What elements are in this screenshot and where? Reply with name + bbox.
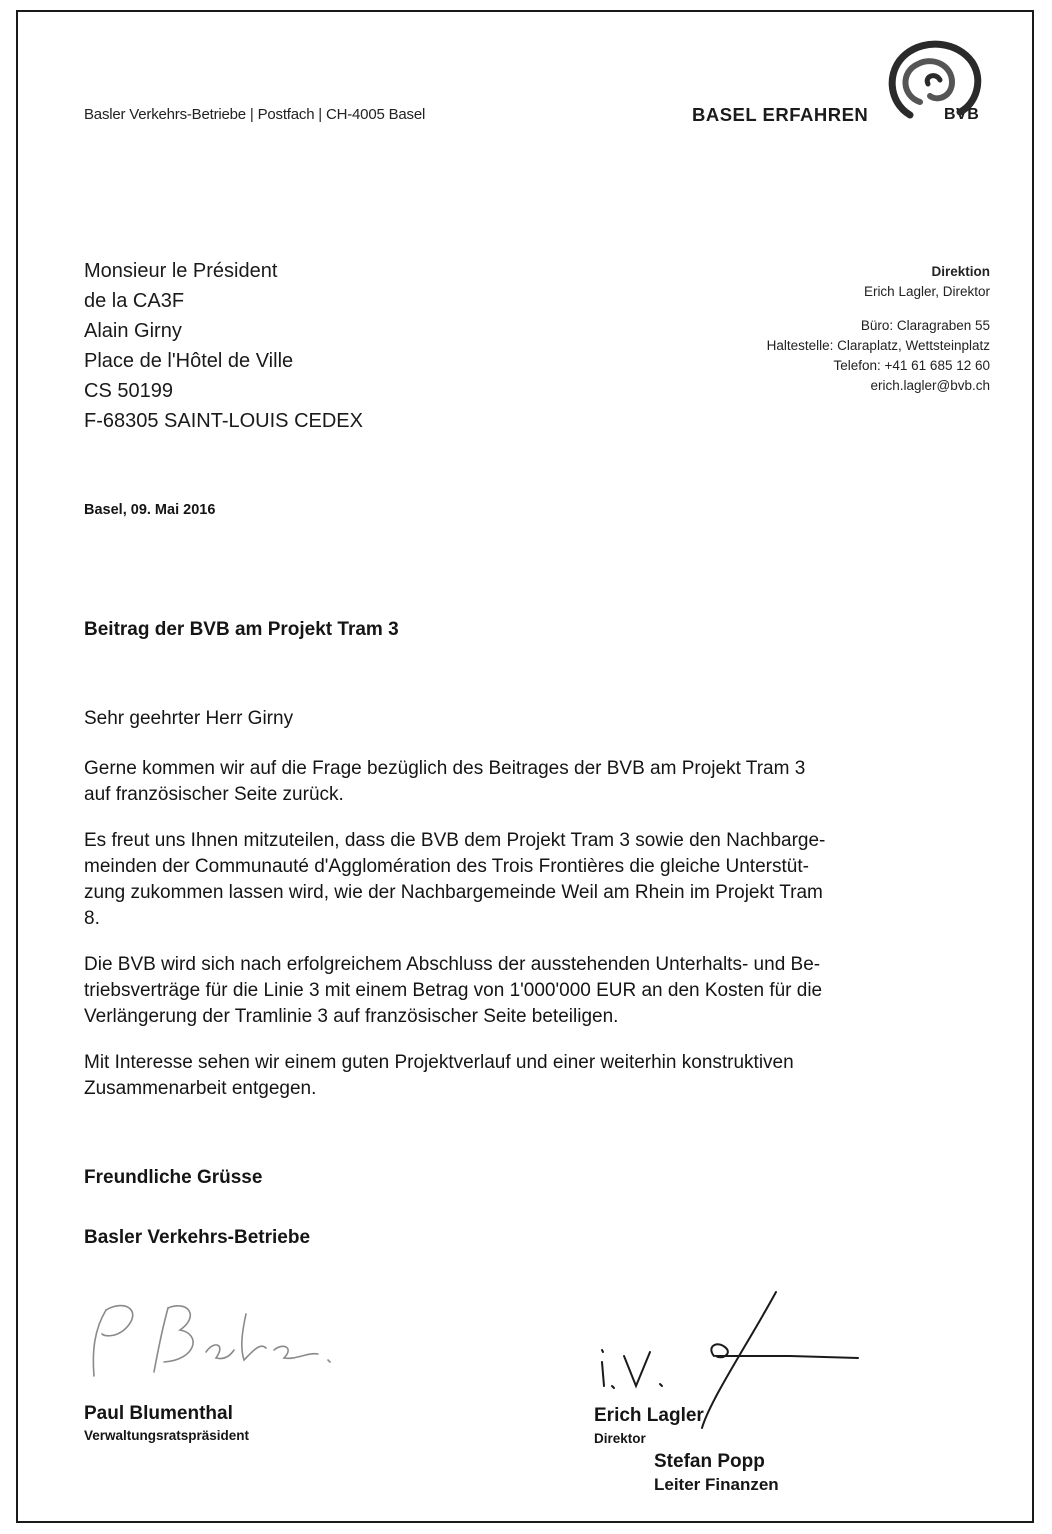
body-line: Die BVB wird sich nach erfolgreichem Abschluss der ausstehenden Unterhalts- und Be- (84, 954, 821, 975)
contact-person: Erich Lagler, Direktor (863, 284, 990, 299)
sender-line: Basler Verkehrs-Betriebe | Postfach | CH-4005 Basel (84, 106, 426, 123)
contact-email: erich.lagler@bvb.ch (870, 378, 990, 393)
contact-department: Direktion (931, 264, 990, 279)
signatory-title: Direktor (594, 1431, 646, 1446)
body-line: triebsverträge für die Linie 3 mit einem Betrag von 1'000'000 EUR an den Kosten für die (84, 980, 823, 1001)
recipient-line: Place de l'Hôtel de Ville (84, 350, 294, 372)
recipient-line: F-68305 SAINT-LOUIS CEDEX (84, 410, 363, 432)
signatory-popp (654, 1451, 779, 1495)
brand-slogan: BASEL ERFAHREN (692, 104, 869, 125)
contact-phone: Telefon: +41 61 685 12 60 (833, 358, 990, 373)
signatory-title: Verwaltungsratspräsident (84, 1428, 250, 1443)
letter-subject: Beitrag der BVB am Projekt Tram 3 (84, 619, 399, 640)
body-line: 8. (84, 908, 100, 929)
paragraph (84, 828, 984, 932)
body-line: Gerne kommen wir auf die Frage bezüglich des Beitrages der BVB am Projekt Tram 3 (84, 758, 806, 779)
signatory-blumenthal (84, 1403, 249, 1443)
signatory-title: Leiter Finanzen (654, 1475, 779, 1494)
body-line: Verlängerung der Tramlinie 3 auf französischer Seite beteiligen. (84, 1006, 619, 1027)
closing: Freundliche Grüsse (84, 1167, 263, 1188)
contact-stop: Haltestelle: Claraplatz, Wettsteinplatz (766, 338, 990, 353)
letter-date: Basel, 09. Mai 2016 (84, 502, 216, 518)
recipient-line: Monsieur le Président (84, 260, 278, 282)
body-line: Zusammenarbeit entgegen. (84, 1078, 317, 1099)
salutation: Sehr geehrter Herr Girny (84, 708, 294, 729)
signatory-lagler (594, 1405, 704, 1446)
paragraph (84, 1050, 984, 1102)
recipient-address (84, 256, 363, 436)
body-line: Es freut uns Ihnen mitzuteilen, dass die BVB dem Projekt Tram 3 sowie den Nachbarge- (84, 830, 826, 851)
body-line: Mit Interesse sehen wir einem guten Projektverlauf und einer weiterhin konstruktiven (84, 1052, 794, 1073)
signature-prefix (596, 1344, 641, 1379)
recipient-line: Alain Girny (84, 320, 182, 342)
signatory-name: Erich Lagler (594, 1405, 704, 1426)
body-line: meinden der Communauté d'Agglomération des Trois Frontières die gleiche Unterstüt- (84, 856, 809, 877)
recipient-line: CS 50199 (84, 380, 173, 402)
recipient-line: de la CA3F (84, 290, 185, 312)
signatory-name: Paul Blumenthal (84, 1403, 233, 1424)
body-line: auf französischer Seite zurück. (84, 784, 344, 805)
signatory-name: Stefan Popp (654, 1451, 765, 1472)
paragraph (84, 952, 984, 1030)
paragraph (84, 756, 984, 808)
signature-blumenthal (84, 1290, 384, 1390)
contact-block (767, 262, 990, 396)
bvb-logo-icon (880, 32, 985, 132)
letter-body (84, 706, 984, 1122)
company-name: Basler Verkehrs-Betriebe (84, 1227, 311, 1248)
body-line: zung zukommen lassen wird, wie der Nachbargemeinde Weil am Rhein im Projekt Tram (84, 882, 823, 903)
brand-abbrev: BVB (944, 106, 980, 123)
contact-office: Büro: Claragraben 55 (860, 318, 990, 333)
